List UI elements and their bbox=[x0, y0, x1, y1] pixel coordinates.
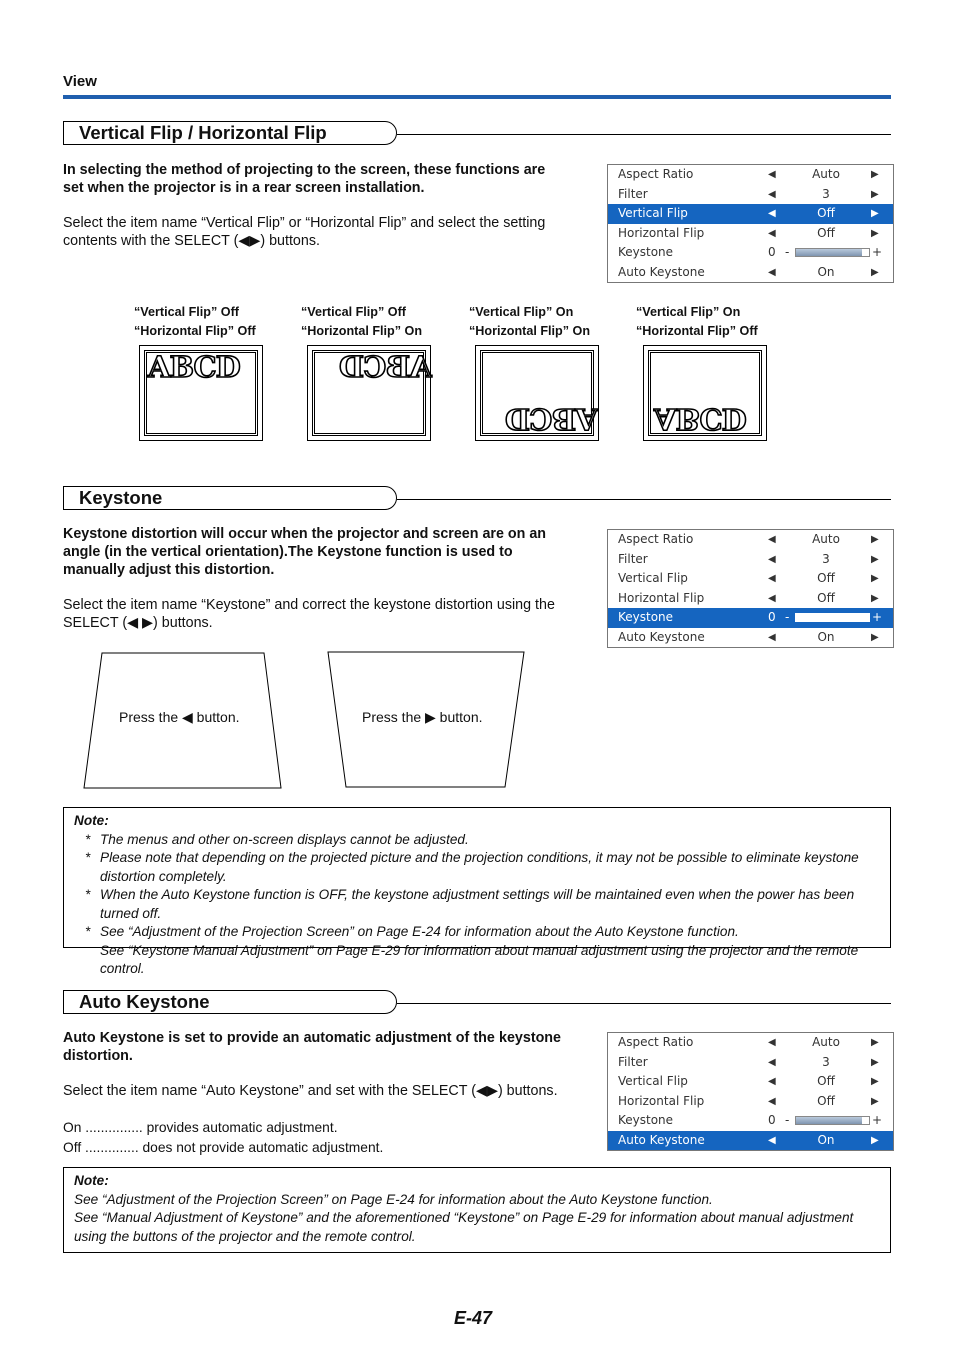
menu-row-value: Off bbox=[817, 206, 835, 220]
note-keystone-title: Note: bbox=[74, 813, 109, 828]
menu-row-value: Off bbox=[817, 1093, 835, 1108]
keystone-slider-fill bbox=[796, 1117, 862, 1124]
note-keystone-item-3: * When the Auto Keystone function is OFF, the keystone adjustment settings will be maintained even when the power has been turned off. bbox=[85, 887, 855, 921]
flip-instruction: Select the item name “Vertical Flip” or “Horizontal Flip” and select the setting contents with the SELECT (◀▶) buttons. bbox=[63, 215, 546, 249]
left-arrow-icon[interactable]: ◀ bbox=[768, 573, 776, 584]
screen-text-normal: ABCD bbox=[148, 350, 240, 384]
screen-text-vertical: ABCD bbox=[654, 402, 746, 436]
auto-instruction: Select the item name “Auto Keystone” and set with the SELECT (◀▶) buttons. bbox=[63, 1083, 558, 1099]
menu-row-label: Horizontal Flip bbox=[618, 225, 705, 240]
right-arrow-icon[interactable]: ▶ bbox=[871, 1076, 879, 1087]
left-arrow-icon[interactable]: ◀ bbox=[768, 1095, 776, 1107]
menu-row[interactable] bbox=[608, 628, 893, 648]
right-arrow-icon[interactable]: ▶ bbox=[871, 631, 879, 643]
menu-row-label: Filter bbox=[618, 186, 648, 201]
left-arrow-icon[interactable]: ◀ bbox=[768, 1134, 776, 1146]
menu-row-value: On bbox=[817, 629, 835, 644]
menu-row[interactable] bbox=[608, 185, 893, 205]
left-arrow-icon[interactable]: ◀ bbox=[768, 592, 776, 604]
keystone-slider[interactable] bbox=[795, 248, 870, 257]
flip-caption-1-line1: “Vertical Flip” Off bbox=[134, 305, 239, 319]
menu-row[interactable] bbox=[608, 204, 893, 224]
menu-row-value: Off bbox=[817, 225, 835, 240]
flip-caption-4-line2: “Horizontal Flip” Off bbox=[636, 324, 758, 338]
auto-options bbox=[63, 1118, 561, 1158]
menu-row-label: Horizontal Flip bbox=[618, 1093, 705, 1108]
menu-row-label: Auto Keystone bbox=[618, 264, 705, 279]
left-arrow-icon[interactable]: ◀ bbox=[768, 169, 776, 180]
menu-row-value: 3 bbox=[822, 1054, 830, 1069]
auto-intro: Auto Keystone is set to provide an automatic adjustment of the keystone distortion. bbox=[63, 1030, 561, 1064]
menu-row[interactable] bbox=[608, 243, 893, 263]
screen-text-both: ABCD bbox=[506, 402, 598, 436]
flip-screen-vertical bbox=[643, 345, 767, 441]
screen-text-horizontal: ABCD bbox=[340, 350, 432, 384]
keystone-value: 0 bbox=[768, 610, 776, 624]
menu-row-value: Off bbox=[817, 590, 835, 605]
keystone-left-label: Press the ◀ button. bbox=[119, 709, 240, 725]
header-label: View bbox=[63, 73, 97, 90]
note-auto-line1: See “Adjustment of the Projection Screen” on Page E-24 for information about the Auto Keystone function. bbox=[74, 1191, 713, 1207]
menu-row[interactable] bbox=[608, 550, 893, 570]
flip-intro: In selecting the method of projecting to the screen, these functions are set when the projector is in a rear screen installation. bbox=[63, 162, 546, 196]
flip-caption-2 bbox=[301, 303, 422, 341]
note-auto-line2: See “Manual Adjustment of Keystone” and the aforementioned “Keystone” on Page E-29 for information about manual adjustment using the buttons of the projector and the remote control. bbox=[74, 1210, 854, 1244]
menu-row[interactable] bbox=[608, 1053, 893, 1073]
keystone-right-label: Press the ▶ button. bbox=[362, 709, 483, 725]
menu-row-value: On bbox=[817, 264, 835, 279]
left-arrow-icon[interactable]: ◀ bbox=[768, 208, 776, 219]
menu-row-label: Vertical Flip bbox=[618, 1074, 688, 1088]
menu-row-label: Keystone bbox=[618, 1113, 674, 1127]
flip-caption-2-line2: “Horizontal Flip” On bbox=[301, 324, 423, 338]
menu-row[interactable] bbox=[608, 589, 893, 609]
menu-row-label: Aspect Ratio bbox=[618, 532, 694, 546]
right-arrow-icon[interactable]: ▶ bbox=[871, 534, 879, 545]
right-arrow-icon[interactable]: ▶ bbox=[871, 208, 879, 219]
left-arrow-icon[interactable]: ◀ bbox=[768, 553, 776, 565]
menu-row-label: Aspect Ratio bbox=[618, 167, 694, 181]
keystone-slider[interactable] bbox=[795, 613, 870, 622]
menu-row-value: Auto bbox=[812, 167, 840, 181]
flip-caption-3-line2: “Horizontal Flip” On bbox=[469, 324, 591, 338]
left-arrow-icon[interactable]: ◀ bbox=[768, 266, 776, 278]
left-arrow-icon[interactable]: ◀ bbox=[768, 227, 776, 239]
section-title-flip-text: Vertical Flip / Horizontal Flip bbox=[79, 122, 327, 143]
left-arrow-icon[interactable]: ◀ bbox=[768, 1076, 776, 1087]
right-arrow-icon[interactable]: ▶ bbox=[871, 1037, 879, 1048]
auto-option-off: Off .............. does not provide automatic adjustment. bbox=[63, 1140, 384, 1155]
flip-caption-3-line1: “Vertical Flip” On bbox=[469, 305, 574, 319]
right-arrow-icon[interactable]: ▶ bbox=[871, 169, 879, 180]
section-title-keystone-text: Keystone bbox=[79, 487, 163, 508]
right-arrow-icon[interactable]: ▶ bbox=[871, 1134, 879, 1146]
left-arrow-icon[interactable]: ◀ bbox=[768, 631, 776, 643]
keystone-minus: - bbox=[785, 245, 790, 259]
note-keystone-item-2: * Please note that depending on the projected picture and the projection conditions, it may not be possible to eliminate keystone distortion completely. bbox=[85, 850, 859, 884]
section-rule-auto bbox=[397, 1003, 891, 1004]
menu-row[interactable] bbox=[608, 569, 893, 589]
left-arrow-icon[interactable]: ◀ bbox=[768, 188, 776, 200]
keystone-slider-fill bbox=[796, 614, 862, 621]
note-keystone bbox=[63, 807, 891, 976]
flip-screen-normal bbox=[139, 345, 263, 441]
menu-row[interactable] bbox=[608, 263, 893, 283]
menu-row[interactable] bbox=[608, 1131, 893, 1151]
flip-caption-4 bbox=[636, 303, 758, 341]
menu-row-label: Filter bbox=[618, 551, 648, 566]
keystone-plus: + bbox=[872, 610, 883, 624]
flip-caption-4-line1: “Vertical Flip” On bbox=[636, 305, 741, 319]
menu-row[interactable] bbox=[608, 608, 893, 628]
keystone-value: 0 bbox=[768, 1113, 776, 1127]
keystone-plus: + bbox=[872, 1113, 883, 1127]
flip-screen-horizontal bbox=[307, 345, 431, 441]
menu-row-value: 3 bbox=[822, 551, 830, 566]
right-arrow-icon[interactable]: ▶ bbox=[871, 188, 879, 200]
right-arrow-icon[interactable]: ▶ bbox=[871, 1095, 879, 1107]
flip-screen-both bbox=[475, 345, 599, 441]
section-title-keystone bbox=[63, 486, 397, 510]
menu-row[interactable] bbox=[608, 530, 893, 550]
right-arrow-icon[interactable]: ▶ bbox=[871, 227, 879, 239]
note-keystone-item-4: * See “Adjustment of the Projection Screen” on Page E-24 for information about the Auto Keystone function. bbox=[85, 924, 739, 939]
flip-caption-2-line1: “Vertical Flip” Off bbox=[301, 305, 406, 319]
menu-row-value: Off bbox=[817, 1074, 835, 1088]
menu-row-value: Auto bbox=[812, 1035, 840, 1049]
keystone-instruction: Select the item name “Keystone” and correct the keystone distortion using the SELECT (◀ ▶) buttons. bbox=[63, 597, 555, 631]
keystone-minus: - bbox=[785, 610, 790, 624]
menu-row-label: Auto Keystone bbox=[618, 629, 705, 644]
keystone-plus: + bbox=[872, 245, 883, 259]
right-arrow-icon[interactable]: ▶ bbox=[871, 573, 879, 584]
left-arrow-icon[interactable]: ◀ bbox=[768, 1037, 776, 1048]
header-rule bbox=[63, 95, 891, 99]
menu-row[interactable] bbox=[608, 1033, 893, 1053]
menu-row-label: Vertical Flip bbox=[618, 206, 688, 220]
note-keystone-item-1: * The menus and other on-screen displays cannot be adjusted. bbox=[85, 831, 469, 847]
menu-keystone bbox=[607, 529, 894, 648]
keystone-intro: Keystone distortion will occur when the projector and screen are on an angle (in the vertical orientation).The Keystone function is used to manually adjust this distortion. bbox=[63, 526, 547, 578]
section-rule-flip bbox=[397, 134, 891, 135]
menu-row-label: Keystone bbox=[618, 245, 674, 259]
auto-option-on: On ............... provides automatic adjustment. bbox=[63, 1120, 338, 1135]
menu-row[interactable] bbox=[608, 165, 893, 185]
menu-row-value: On bbox=[817, 1132, 835, 1147]
menu-row[interactable] bbox=[608, 1111, 893, 1131]
note-keystone-item-extra: See “Keystone Manual Adjustment” on Page E-29 for information about manual adjustment using the projector and the remote control. bbox=[100, 942, 859, 976]
left-arrow-icon[interactable]: ◀ bbox=[768, 534, 776, 545]
note-auto bbox=[63, 1167, 891, 1253]
menu-row-label: Auto Keystone bbox=[618, 1132, 705, 1147]
left-arrow-icon[interactable]: ◀ bbox=[768, 1056, 776, 1068]
section-title-auto-text: Auto Keystone bbox=[79, 991, 210, 1012]
right-arrow-icon[interactable]: ▶ bbox=[871, 266, 879, 278]
menu-row-label: Keystone bbox=[618, 610, 674, 624]
right-arrow-icon[interactable]: ▶ bbox=[871, 553, 879, 565]
menu-row[interactable] bbox=[608, 1092, 893, 1112]
menu-row-value: Auto bbox=[812, 532, 840, 546]
right-arrow-icon[interactable]: ▶ bbox=[871, 592, 879, 604]
menu-auto-keystone bbox=[607, 1032, 894, 1151]
flip-caption-3 bbox=[469, 303, 590, 341]
note-auto-title: Note: bbox=[74, 1173, 109, 1188]
menu-row-label: Vertical Flip bbox=[618, 571, 688, 585]
section-title-auto bbox=[63, 990, 397, 1014]
menu-row-label: Filter bbox=[618, 1054, 648, 1069]
keystone-minus: - bbox=[785, 1113, 790, 1127]
menu-row[interactable] bbox=[608, 1072, 893, 1092]
keystone-value: 0 bbox=[768, 245, 776, 259]
keystone-slider-fill bbox=[796, 249, 862, 256]
flip-caption-1 bbox=[134, 303, 256, 341]
menu-row-label: Horizontal Flip bbox=[618, 590, 705, 605]
right-arrow-icon[interactable]: ▶ bbox=[871, 1056, 879, 1068]
section-rule-keystone bbox=[397, 499, 891, 500]
menu-row-value: 3 bbox=[822, 186, 830, 201]
menu-row[interactable] bbox=[608, 224, 893, 244]
menu-flip bbox=[607, 164, 894, 283]
menu-row-value: Off bbox=[817, 571, 835, 585]
menu-row-label: Aspect Ratio bbox=[618, 1035, 694, 1049]
section-title-flip bbox=[63, 121, 397, 145]
keystone-slider[interactable] bbox=[795, 1116, 870, 1125]
page-number: E-47 bbox=[454, 1308, 493, 1328]
flip-caption-1-line2: “Horizontal Flip” Off bbox=[134, 324, 256, 338]
